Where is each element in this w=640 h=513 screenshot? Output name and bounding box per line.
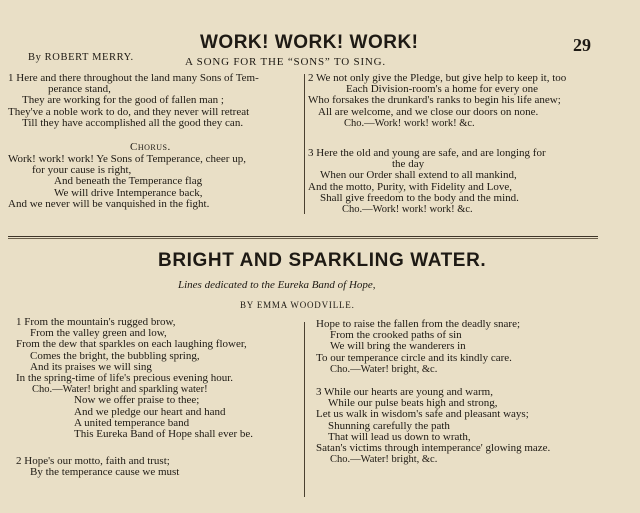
verse-line: From the crooked paths of sin (330, 329, 462, 342)
chorus-line: Cho.—Water! bright and sparkling water! (32, 384, 208, 396)
chorus-ref: Cho.—Water! bright, &c. (330, 363, 438, 375)
verse-line: Till they have accomplished all the good they can. (22, 116, 244, 129)
chorus-line: Work! work! work! Ye Sons of Temperance, cheer up, (8, 153, 246, 165)
verse-line: Satan's victims through intemperance' glowing maze. (316, 442, 551, 455)
verse-line: Each Division-room's a home for every one (346, 83, 538, 96)
verse-line: Hope to raise the fallen from the deadly snare; (316, 318, 521, 330)
verse-line: In the spring-time of life's precious evening hour. (16, 372, 234, 385)
verse-line: 2 We not only give the Pledge, but give help to keep it, too (308, 72, 567, 84)
verse-line: 3 Here the old and young are safe, and are longing for (308, 147, 546, 159)
verse-line: They are working for the good of fallen man ; (22, 94, 224, 107)
verse-line: Shall give freedom to the body and the mind. (320, 191, 519, 204)
verse-line: And its praises we will sing (30, 360, 152, 373)
song1-stanza2 (308, 73, 566, 129)
song1-stanza1 (8, 73, 259, 129)
verse-line: Let us walk in wisdom's safe and pleasant ways; (316, 408, 529, 421)
verse-line: perance stand, (48, 83, 111, 96)
song2-stanza1 (16, 317, 253, 440)
chorus-line: And beneath the Temperance flag (54, 175, 203, 188)
verse-line: 1 From the mountain's rugged brow, (16, 316, 176, 328)
verse-line: All are welcome, and we close our doors on none. (318, 105, 539, 118)
verse-line: And the motto, Purity, with Fidelity and Love, (308, 180, 512, 193)
verse-line: To our temperance circle and its kindly care. (316, 351, 512, 364)
chorus-ref: Cho.—Work! work! work! &c. (342, 204, 473, 216)
song2-stanza2 (16, 456, 179, 478)
verse-line: From the dew that sparkles on each laughing flower, (16, 338, 247, 351)
verse-line: We will bring the wanderers in (330, 340, 466, 353)
verse-line: They've a noble work to do, and they never will retreat (8, 105, 250, 118)
verse-line: 1 Here and there throughout the land many Sons of Tem- (8, 72, 259, 84)
song1-subtitle: A SONG FOR THE “SONS” TO SING. (185, 56, 386, 68)
chorus-line: We will drive Intemperance back, (54, 186, 203, 199)
chorus-line: A united temperance band (74, 416, 190, 429)
chorus-line: Now we offer praise to thee; (74, 394, 200, 407)
verse-line: That will lead us down to wrath, (328, 430, 471, 443)
song1-stanza3 (308, 148, 546, 215)
verse-line: 2 Hope's our motto, faith and trust; (16, 455, 170, 467)
verse-line: Shunning carefully the path (328, 419, 450, 432)
page-number: 29 (573, 35, 591, 55)
song2-byline: BY EMMA WOODVILLE. (240, 300, 355, 310)
chorus-label: Chorus. (130, 141, 171, 153)
section-divider (8, 236, 598, 237)
song2-dedication: Lines dedicated to the Eureka Band of Hope, (178, 279, 376, 291)
verse-line: When our Order shall extend to all mankind, (320, 169, 517, 182)
song2-title: BRIGHT AND SPARKLING WATER. (158, 250, 487, 271)
verse-line: 3 While our hearts are young and warm, (316, 386, 493, 398)
section-divider (8, 238, 598, 239)
verse-line: By the temperance cause we must (30, 466, 180, 479)
column-divider (304, 322, 305, 497)
song1-chorus (8, 154, 246, 210)
chorus-line: for your cause is right, (32, 164, 132, 177)
song1-title: WORK! WORK! WORK! (200, 32, 419, 53)
verse-line: Comes the bright, the bubbling spring, (30, 349, 200, 362)
song2-stanza2-cont (316, 319, 520, 375)
chorus-line: And we never will be vanquished in the fight. (8, 197, 210, 210)
chorus-ref: Cho.—Work! work! work! &c. (344, 117, 475, 129)
verse-line: Who forsakes the drunkard's ranks to begin his life anew; (308, 94, 561, 107)
verse-line: From the valley green and low, (30, 327, 167, 340)
chorus-line: This Eureka Band of Hope shall ever be. (74, 428, 253, 441)
verse-line: While our pulse beats high and strong, (328, 397, 498, 410)
chorus-ref: Cho.—Water! bright, &c. (330, 454, 438, 466)
column-divider (304, 74, 305, 214)
song2-stanza3 (316, 387, 550, 465)
song1-byline: By ROBERT MERRY. (28, 52, 134, 63)
chorus-line: And we pledge our heart and hand (74, 405, 226, 418)
verse-line: the day (392, 158, 425, 171)
